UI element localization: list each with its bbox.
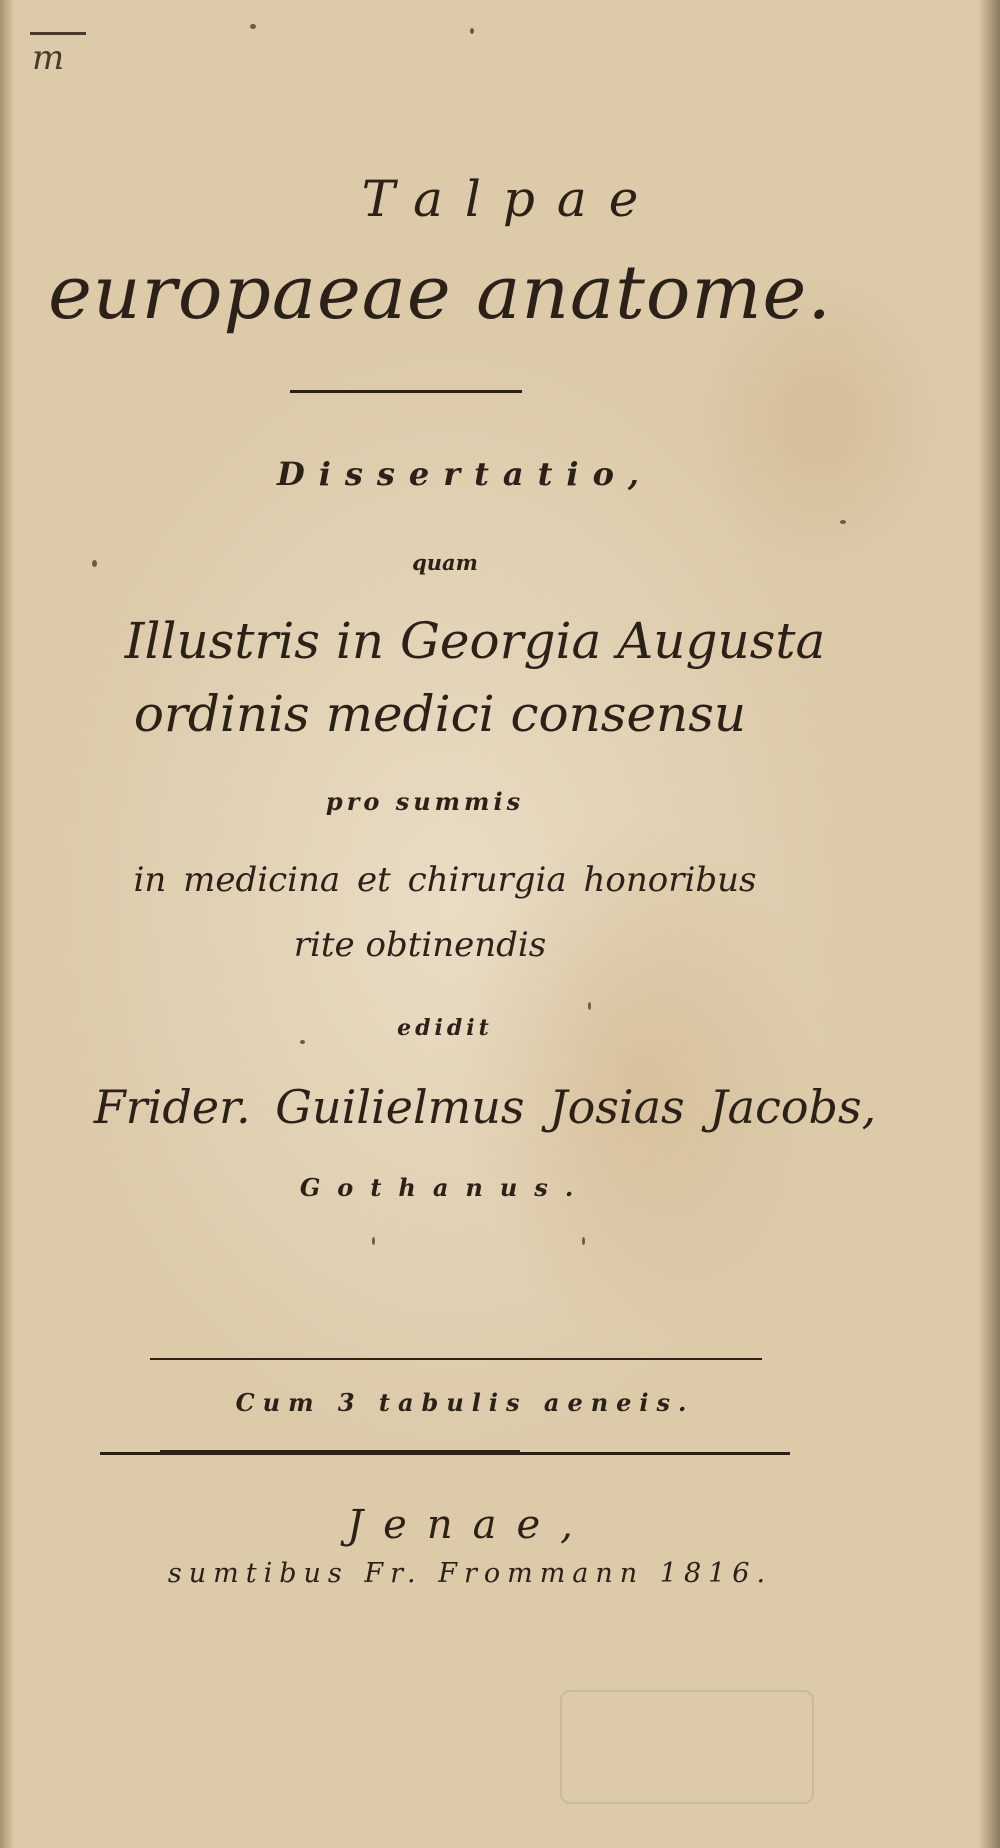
authority-line-2: ordinis medici consensu — [133, 685, 747, 743]
illustrations-line: Cum 3 tabulis aeneis. — [235, 1388, 695, 1417]
title-line-1: Talpae — [361, 170, 661, 228]
author-origin: Gothanus. — [299, 1173, 591, 1202]
purpose-line-1: pro summis — [325, 787, 525, 816]
title-line-2: europaeae anatome. — [48, 250, 832, 336]
imprint-place: Jenae, — [347, 1502, 593, 1548]
foxing-speck — [300, 1040, 305, 1044]
foxing-speck — [588, 1002, 591, 1010]
illustrations-rule-bottom-thick — [160, 1450, 520, 1455]
purpose-line-3: rite obtinendis — [293, 925, 547, 965]
verb-line: edidit — [397, 1015, 493, 1041]
foxing-speck — [840, 520, 846, 524]
foxing-speck — [470, 28, 474, 34]
margin-note-mark — [30, 32, 86, 35]
foxing-speck — [582, 1237, 585, 1245]
illustrations-rule-top — [150, 1358, 762, 1360]
foxing-speck — [92, 560, 97, 567]
author-name: Frider. Guilielmus Josias Jacobs, — [93, 1080, 877, 1134]
authority-line-1: Illustris in Georgia Augusta — [124, 612, 826, 670]
foxing-speck — [250, 24, 256, 29]
genre-line: Dissertatio, — [276, 455, 654, 493]
title-rule — [290, 390, 522, 393]
margin-note: m — [32, 38, 65, 78]
relative-line: quam — [412, 550, 478, 575]
purpose-line-2: in medicina et chirurgia honoribus — [133, 860, 757, 900]
imprint-publisher: sumtibus Fr. Frommann 1816. — [167, 1558, 773, 1589]
faint-stamp — [560, 1690, 814, 1804]
foxing-speck — [372, 1237, 375, 1245]
